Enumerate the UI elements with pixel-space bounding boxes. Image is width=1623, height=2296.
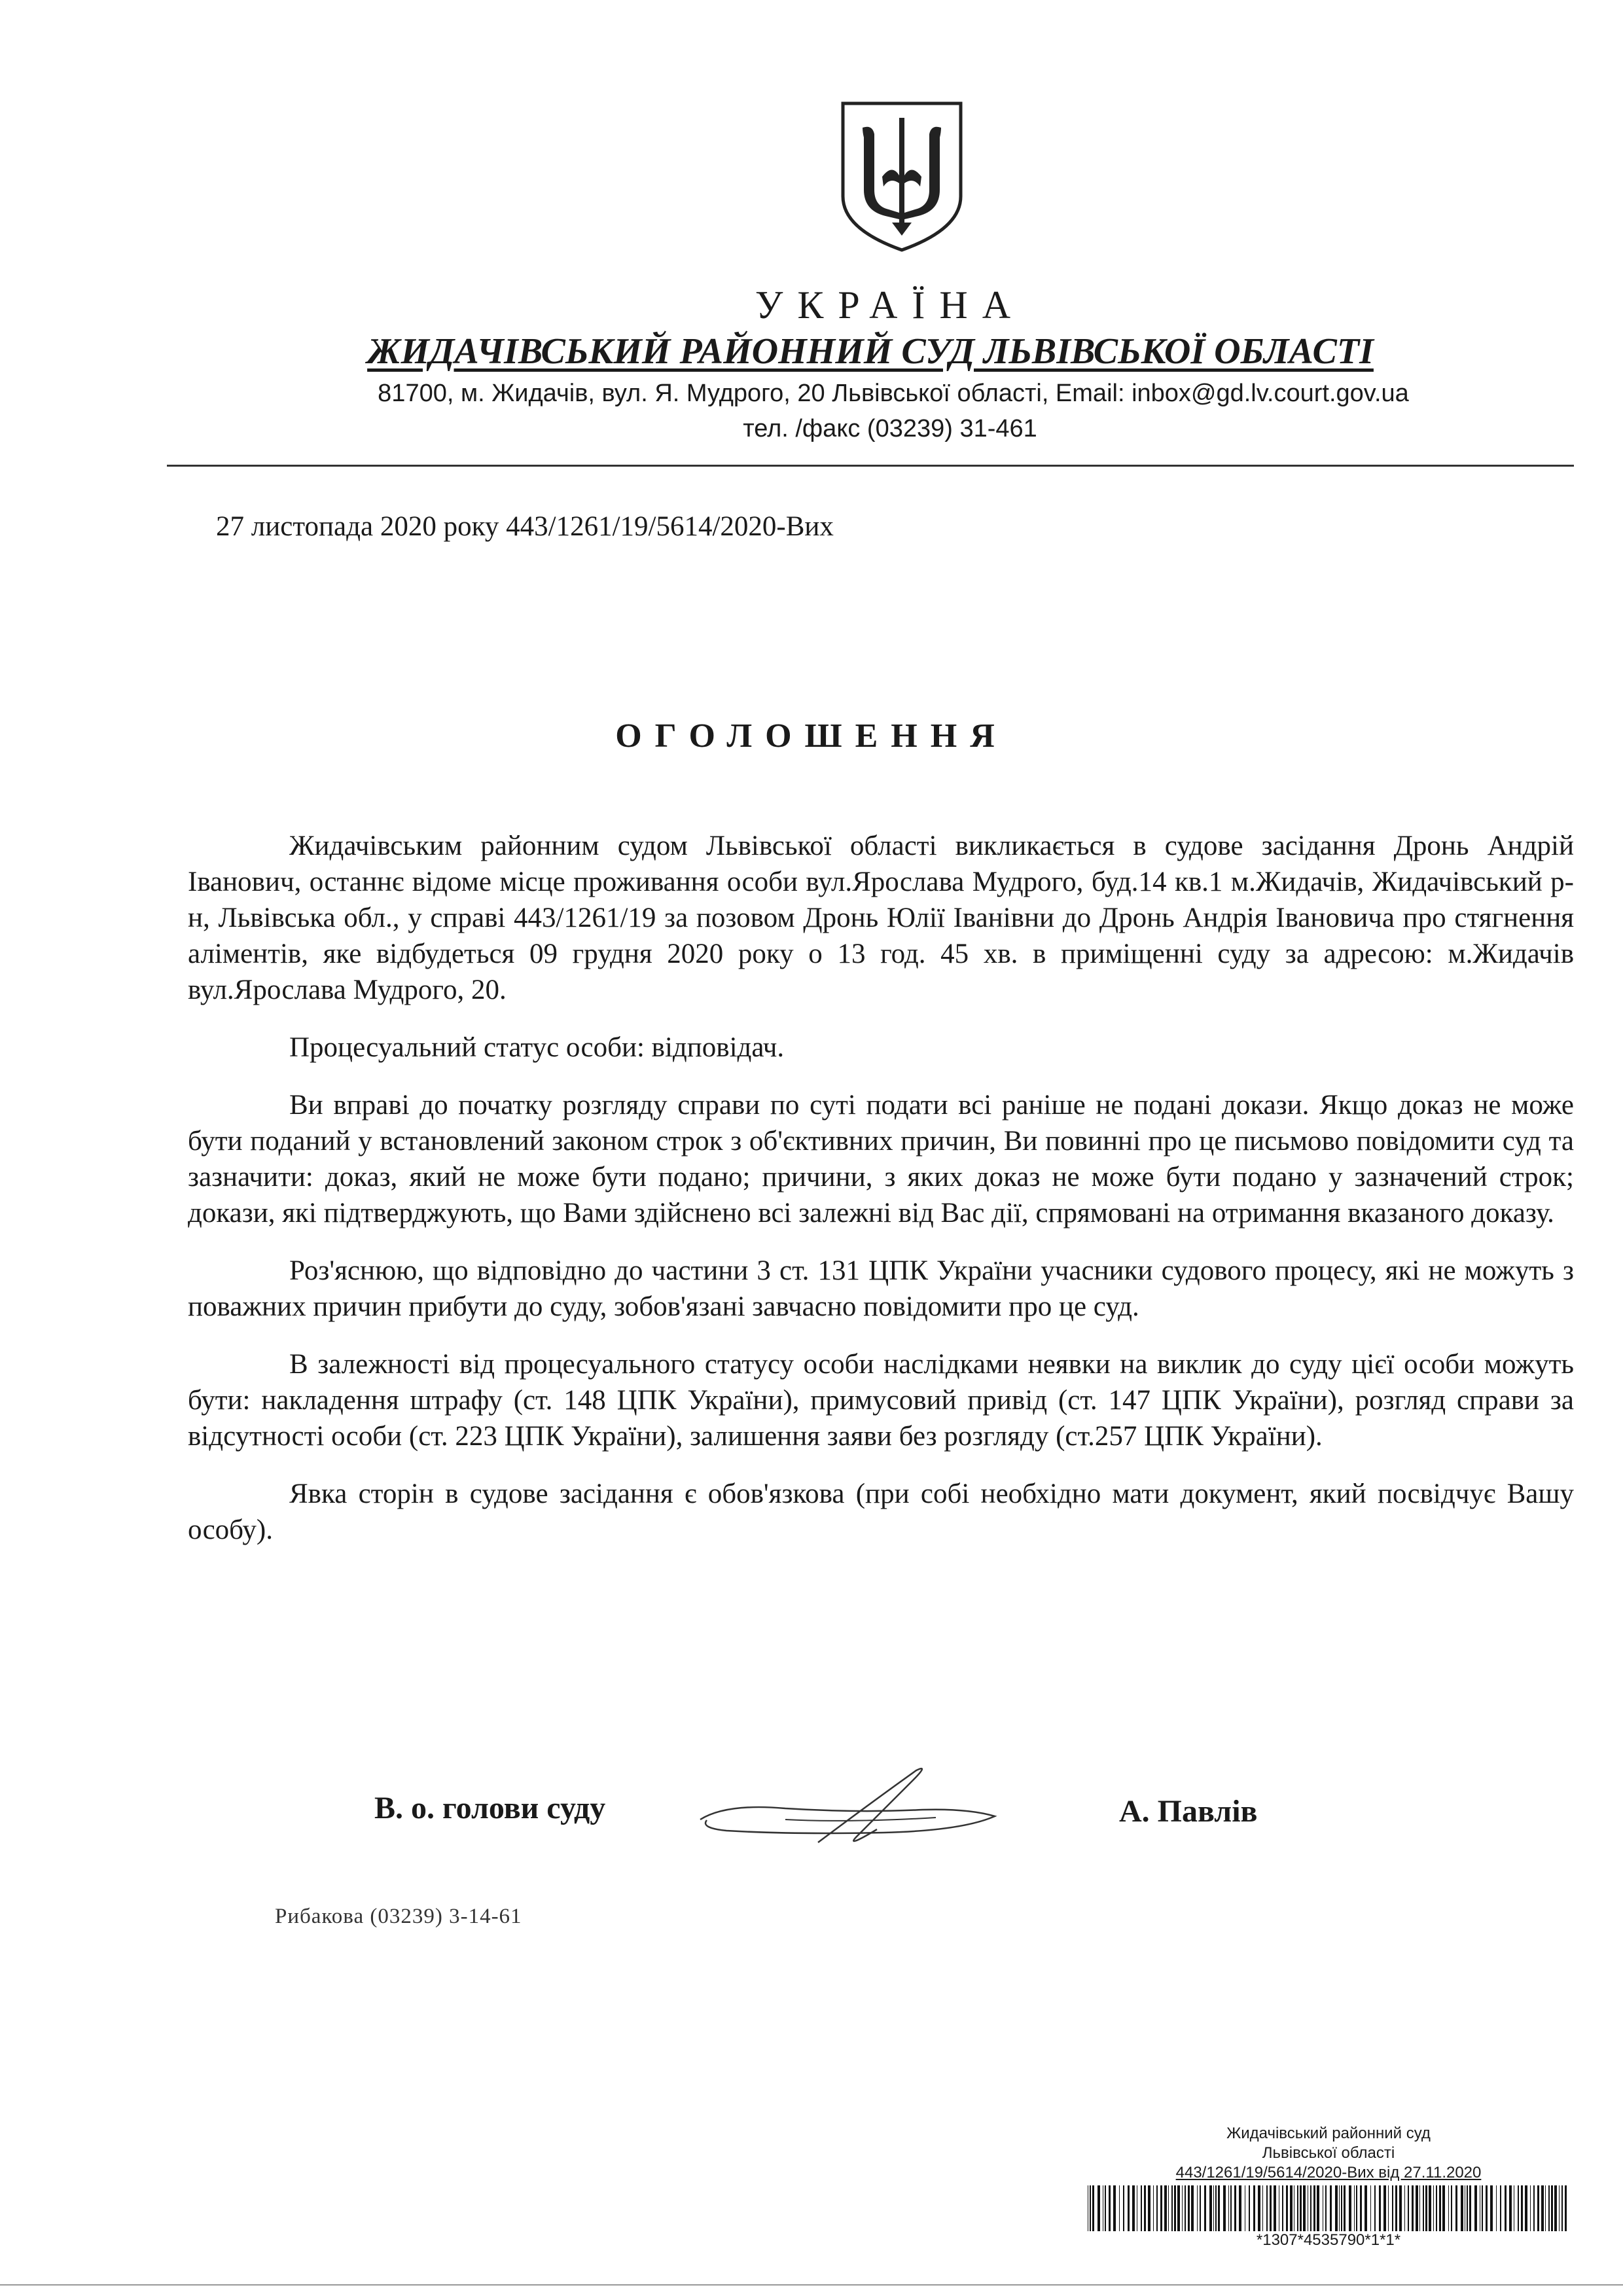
barcode-bar: [1490, 2185, 1493, 2231]
barcode-bar: [1286, 2185, 1288, 2231]
barcode-bar: [1354, 2185, 1355, 2231]
barcode-bar: [1349, 2185, 1351, 2231]
barcode-bar: [1451, 2185, 1452, 2231]
barcode-bar: [1156, 2185, 1158, 2231]
barcode-bar: [1429, 2185, 1431, 2231]
barcode-bar: [1496, 2185, 1497, 2231]
barcode-bar: [1300, 2185, 1302, 2231]
barcode-bar: [1341, 2185, 1342, 2231]
paragraph-explanation: Роз'яснюю, що відповідно до частини 3 ст. 131 ЦПК України учасники судового процесу, які не можуть з поважних причин прибути до суду, зобов'язані завчасно повідомити про це суд.: [188, 1255, 1574, 1322]
barcode-bar: [1388, 2185, 1389, 2231]
barcode-bar: [1105, 2185, 1106, 2231]
barcode-bar: [1379, 2185, 1381, 2231]
barcode-bar: [1249, 2185, 1250, 2231]
barcode-bar: [1239, 2185, 1241, 2231]
barcode-bar: [1521, 2185, 1523, 2231]
barcode-bar: [1282, 2185, 1283, 2231]
barcode-bar: [1325, 2185, 1327, 2231]
barcode-bar: [1545, 2185, 1546, 2231]
court-address: 81700, м. Жидачів, вул. Я. Мудрого, 20 Львівської області, Email: inbox@gd.lv.court.gov.ua: [378, 380, 1409, 407]
barcode-bar: [1559, 2185, 1560, 2231]
barcode-bar: [1482, 2185, 1483, 2231]
barcode-bar: [1561, 2185, 1563, 2231]
barcode-bar: [1317, 2185, 1319, 2231]
barcode-bar: [1548, 2185, 1550, 2231]
barcode-bar: [1200, 2185, 1201, 2231]
barcode-bar: [1364, 2185, 1367, 2231]
barcode-bar: [1177, 2185, 1180, 2231]
barcode-bar: [1416, 2185, 1418, 2231]
barcode-bar: [1554, 2185, 1557, 2231]
barcode-bar: [1360, 2185, 1362, 2231]
barcode-bar: [1433, 2185, 1434, 2231]
barcode-bar: [1132, 2185, 1135, 2231]
barcode-bar: [1565, 2185, 1567, 2231]
signatory-name: А. Павлів: [1119, 1794, 1258, 1829]
barcode-bar: [1374, 2185, 1376, 2231]
executor-contact: Рибакова (03239) 3-14-61: [275, 1905, 522, 1928]
barcode-bar: [1168, 2185, 1169, 2231]
barcode-bar: [1090, 2185, 1091, 2231]
handwritten-signature: [687, 1757, 1014, 1856]
barcode-bar: [1356, 2185, 1357, 2231]
barcode-bar: [1164, 2185, 1167, 2231]
barcode-bar: [1525, 2185, 1527, 2231]
barcode-bar: [1209, 2185, 1212, 2231]
barcode-bar: [1448, 2185, 1449, 2231]
barcode-bar: [1467, 2185, 1468, 2231]
barcode-bar: [1392, 2185, 1393, 2231]
barcode-bar: [1303, 2185, 1306, 2231]
barcode-bar: [1123, 2185, 1124, 2231]
barcode-bar: [1486, 2185, 1488, 2231]
barcode-bar: [1097, 2185, 1100, 2231]
barcode-bar: [1253, 2185, 1255, 2231]
barcode-bar: [1439, 2185, 1441, 2231]
barcode-code: *1307*4535790*1*1*: [1256, 2231, 1401, 2249]
court-name: ЖИДАЧІВСЬКИЙ РАЙОННИЙ СУД ЛЬВІВСЬКОЇ ОБЛАСТІ: [367, 331, 1374, 372]
signatory-role: В. о. голови суду: [374, 1791, 606, 1825]
barcode-bar: [1425, 2185, 1427, 2231]
barcode-bar: [1171, 2185, 1173, 2231]
barcode-bar: [1455, 2185, 1457, 2231]
registration-stamp: [1080, 2124, 1577, 2250]
date-and-reference: 27 листопада 2020 року 443/1261/19/5614/2020-Вих: [216, 511, 834, 542]
barcode-bar: [1509, 2185, 1512, 2231]
barcode-bar: [1442, 2185, 1445, 2231]
barcode: [1086, 2185, 1571, 2231]
paragraph-evidence: Ви вправі до початку розгляду справи по суті подати всі раніше не подані докази. Якщо доказ не може бути поданий у встановлений законом строк з об'єктивних причин, Ви повинні про це письмово повідомити суд та зазначити: доказ, який не може бути подано; причини, з яких доказ не може бути подано у зазначений строк; докази, які підтверджують, що Вами здійснено всі залежні від Вас дії, спрямовані на отримання вказаного доказу.: [188, 1090, 1574, 1229]
barcode-bar: [1423, 2185, 1424, 2231]
barcode-bar: [1188, 2185, 1190, 2231]
barcode-bar: [1215, 2185, 1217, 2231]
barcode-bar: [1395, 2185, 1397, 2231]
barcode-bar: [1290, 2185, 1293, 2231]
stamp-court-name: Жидачівський районний суд: [1226, 2125, 1431, 2142]
barcode-bar: [1266, 2185, 1268, 2231]
paragraph-summons: Жидачівським районним судом Львівської області викликається в судове засідання Дронь Андрій Іванович, останнє відоме місце проживання особи вул.Ярослава Мудрого, буд.14 кв.1 м.Жидачів, Жидачівський р-н, Львівська обл., у справі 443/1261/19 за позовом Дронь Юлії Іванівни до Дронь Андрія Івановича про стягнення аліментів, яке відбудеться 09 грудня 2020 року о 13 год. 45 хв. в приміщенні суду за адресою: м.Жидачів вул.Ярослава Мудрого, 20.: [188, 831, 1574, 1005]
barcode-bar: [1174, 2185, 1176, 2231]
barcode-bar: [1310, 2185, 1311, 2231]
barcode-bar: [1191, 2185, 1194, 2231]
paragraph-attendance: Явка сторін в судове засідання є обов'язкова (при собі необхідно мати документ, який посвідчує Вашу особу).: [188, 1479, 1574, 1545]
document-body: [188, 828, 1574, 1570]
barcode-bar: [1335, 2185, 1338, 2231]
barcode-bar: [1370, 2185, 1371, 2231]
barcode-bar: [1399, 2185, 1402, 2231]
paragraph-consequences: В залежності від процесуального статусу особи наслідками неявки на виклик до суду цієї особи можуть бути: накладення штрафу (ст. 148 ЦПК України), примусовий привід (ст. 147 ЦПК України), розгляд справи за відсутності особи (ст. 223 ЦПК України), залишення заяви без розгляду (ст.257 ЦПК України).: [188, 1349, 1574, 1452]
barcode-bar: [1474, 2185, 1477, 2231]
barcode-bar: [1541, 2185, 1544, 2231]
barcode-bar: [1518, 2185, 1519, 2231]
barcode-bar: [1230, 2185, 1232, 2231]
barcode-bar: [1113, 2185, 1116, 2231]
barcode-bar: [1408, 2185, 1409, 2231]
barcode-bar: [1213, 2185, 1214, 2231]
barcode-bar: [1182, 2185, 1183, 2231]
barcode-bar: [1412, 2185, 1414, 2231]
barcode-bar: [1330, 2185, 1332, 2231]
barcode-bar: [1270, 2185, 1272, 2231]
barcode-bar: [1258, 2185, 1260, 2231]
barcode-bar: [1297, 2185, 1298, 2231]
barcode-bar: [1344, 2185, 1346, 2231]
barcode-bar: [1092, 2185, 1094, 2231]
barcode-bar: [1160, 2185, 1162, 2231]
barcode-bar: [1144, 2185, 1146, 2231]
barcode-bar: [1223, 2185, 1226, 2231]
barcode-bar: [1419, 2185, 1420, 2231]
barcode-bar: [1262, 2185, 1263, 2231]
trident-coat-of-arms-icon: [836, 98, 967, 255]
barcode-bar: [1530, 2185, 1531, 2231]
paragraph-status: Процесуальний статус особи: відповідач.: [289, 1032, 785, 1063]
barcode-bar: [1404, 2185, 1405, 2231]
barcode-bar: [1185, 2185, 1186, 2231]
barcode-bar: [1197, 2185, 1198, 2231]
barcode-bar: [1148, 2185, 1150, 2231]
barcode-bar: [1218, 2185, 1220, 2231]
barcode-bar: [1500, 2185, 1501, 2231]
barcode-bar: [1204, 2185, 1206, 2231]
header-divider: [167, 465, 1574, 467]
document-title: ОГОЛОШЕННЯ: [615, 717, 1008, 755]
barcode-bar: [1505, 2185, 1507, 2231]
stamp-region: Львівської області: [1262, 2144, 1395, 2162]
country-name: УКРАЇНА: [755, 283, 1026, 327]
barcode-bar: [1461, 2185, 1463, 2231]
barcode-bar: [1234, 2185, 1236, 2231]
barcode-bar: [1228, 2185, 1229, 2231]
court-phone: тел. /факс (03239) 31-461: [743, 415, 1037, 442]
barcode-bar: [1339, 2185, 1340, 2231]
barcode-bar: [1313, 2185, 1315, 2231]
page-bottom-edge: [0, 2284, 1623, 2286]
barcode-bar: [1533, 2185, 1535, 2231]
barcode-bar: [1141, 2185, 1142, 2231]
barcode-bar: [1537, 2185, 1539, 2231]
barcode-bar: [1128, 2185, 1130, 2231]
barcode-bar: [1469, 2185, 1471, 2231]
barcode-bar: [1109, 2185, 1111, 2231]
barcode-bar: [1274, 2185, 1276, 2231]
barcode-bar: [1153, 2185, 1154, 2231]
barcode-bar: [1119, 2185, 1120, 2231]
barcode-bar: [1551, 2185, 1553, 2231]
stamp-reference: 443/1261/19/5614/2020-Вих від 27.11.2020: [1175, 2164, 1482, 2181]
barcode-bar: [1436, 2185, 1437, 2231]
barcode-bar: [1383, 2185, 1386, 2231]
